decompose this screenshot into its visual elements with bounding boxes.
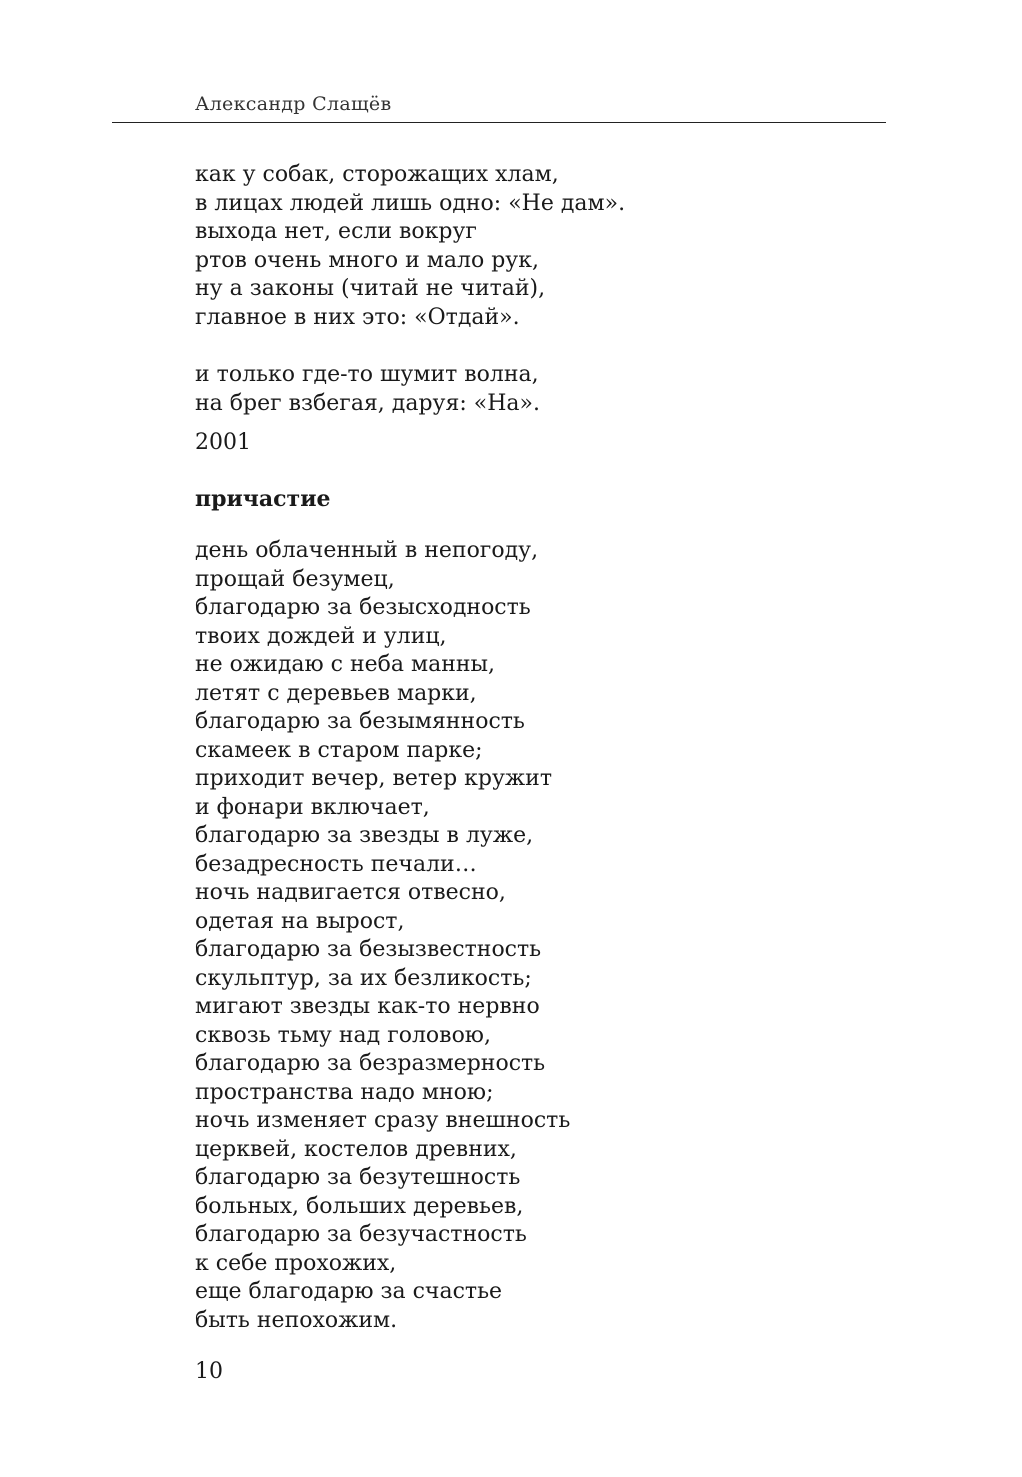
poem-line: и фонари включает, (195, 794, 430, 820)
running-header-author: Александр Слащёв (195, 93, 392, 115)
poem-line: и только где-то шумит волна, (195, 362, 539, 387)
poem-line: выхода нет, если вокруг (195, 219, 477, 244)
poem-body (195, 537, 570, 1335)
page-number: 10 (195, 1359, 223, 1384)
poem-line: прощай безумец, (195, 566, 395, 592)
poem-line: благодарю за безымянность (195, 709, 525, 734)
poem-line: благодарю за безучастность (195, 1222, 527, 1247)
poem-line: благодарю за безутешность (195, 1165, 521, 1190)
poem-title: причастие (195, 486, 331, 512)
poem-line: к себе прохожих, (195, 1250, 397, 1276)
poem-line: ртов очень много и мало рук, (195, 247, 539, 273)
poem-line: в лицах людей лишь одно: «Не дам». (195, 190, 626, 216)
poem-line: не ожидаю с неба манны, (195, 652, 496, 677)
poem-line: больных, больших деревьев, (195, 1193, 524, 1219)
poem-line: благодарю за безысходность (195, 595, 531, 620)
poem-stanza-1 (195, 161, 625, 332)
poem-line: сквозь тьму над головою, (195, 1022, 491, 1048)
poem-stanza-2 (195, 361, 540, 418)
poem-line: ну а законы (читай не читай), (195, 276, 546, 301)
poem-line: день облаченный в непогоду, (195, 538, 539, 563)
poem-line: ночь надвигается отвесно, (195, 880, 506, 905)
poem-line: пространства надо мною; (195, 1079, 494, 1105)
poem-line: твоих дождей и улиц, (195, 623, 447, 649)
poem-line: быть непохожим. (195, 1307, 398, 1333)
header-rule (112, 122, 886, 123)
poem-line: как у собак, сторожащих хлам, (195, 162, 559, 187)
poem-line: ночь изменяет сразу внешность (195, 1108, 571, 1133)
poem-line: одетая на вырост, (195, 908, 405, 934)
poem-line: мигают звезды как-то нервно (195, 994, 540, 1019)
poem-line: главное в них это: «Отдай». (195, 304, 520, 330)
poem-line: скамеек в старом парке; (195, 737, 483, 763)
poem-line: безадресность печали… (195, 851, 477, 877)
poem-line: летят с деревьев марки, (195, 680, 477, 706)
poem-line: благодарю за безызвестность (195, 937, 542, 962)
poem-line: благодарю за звезды в луже, (195, 823, 534, 848)
poem-year: 2001 (195, 430, 251, 455)
poem-line: еще благодарю за счастье (195, 1279, 503, 1304)
poem-line: скульптур, за их безликость; (195, 965, 532, 991)
poem-line: благодарю за безразмерность (195, 1051, 546, 1076)
poem-line: на брег взбегая, даруя: «На». (195, 390, 540, 416)
poem-line: церквей, костелов древних, (195, 1136, 517, 1162)
poem-line: приходит вечер, ветер кружит (195, 766, 552, 791)
